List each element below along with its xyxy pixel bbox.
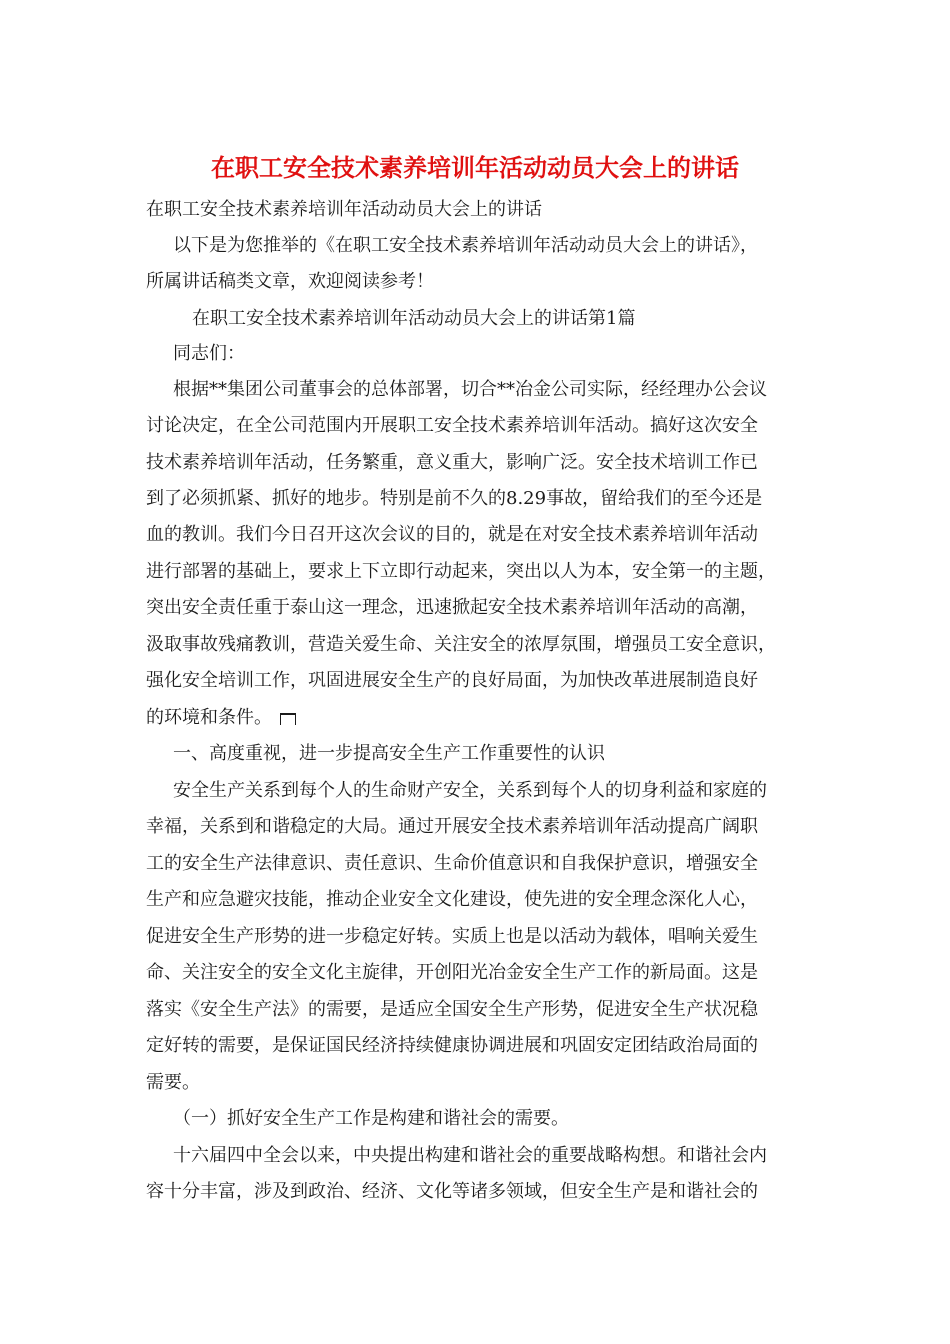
paragraph-line: 定好转的需要，是保证国民经济持续健康协调进展和巩固安定团结政治局面的 [146,1035,758,1056]
paragraph-line: 技术素养培训年活动，任务繁重，意义重大，影响广泛。安全技术培训工作已 [146,452,758,473]
paragraph-line-last [146,706,296,730]
paragraph-line: 促进安全生产形势的进一步稳定好转。实质上也是以活动为载体，唱响关爱生 [146,926,758,947]
paragraph-line: 命、关注安全的安全文化主旋律，开创阳光冶金安全生产工作的新局面。这是 [146,962,758,983]
paragraph-line: 血的教训。我们今日召开这次会议的目的，就是在对安全技术素养培训年活动 [146,524,758,545]
paragraph-line: 突出安全责任重于泰山这一理念，迅速掀起安全技术素养培训年活动的高潮， [146,597,758,618]
paragraph-line: 工的安全生产法律意识、责任意识、生命价值意识和自我保护意识，增强安全 [146,853,758,874]
paragraph-mark-icon [280,713,296,725]
paragraph-line: 容十分丰富，涉及到政治、经济、文化等诸多领域，但安全生产是和谐社会的 [146,1181,758,1202]
document-subtitle: 在职工安全技术素养培训年活动动员大会上的讲话 [146,199,542,220]
paragraph-line: 汲取事故残痛教训，营造关爱生命、关注安全的浓厚氛围，增强员工安全意识， [146,634,776,655]
paragraph-line: 讨论决定，在全公司范围内开展职工安全技术素养培训年活动。搞好这次安全 [146,415,758,436]
paragraph-line: 安全生产关系到每个人的生命财产安全，关系到每个人的切身利益和家庭的 [173,780,767,801]
paragraph-line-text: 的环境和条件。 [146,707,272,728]
paragraph-line: 进行部署的基础上，要求上下立即行动起来，突出以人为本，安全第一的主题， [146,561,776,582]
intro-line: 以下是为您推举的《在职工安全技术素养培训年活动动员大会上的讲话》， [173,235,758,256]
paragraph-line: 根据**集团公司董事会的总体部署，切合**冶金公司实际，经经理办公会议 [173,379,767,400]
subsection-heading: （一）抓好安全生产工作是构建和谐社会的需要。 [173,1108,569,1129]
section-heading: 一、高度重视，进一步提高安全生产工作重要性的认识 [173,743,605,764]
document-title: 在职工安全技术素养培训年活动动员大会上的讲话 [211,154,739,182]
paragraph-line: 落实《安全生产法》的需要，是适应全国安全生产形势，促进安全生产状况稳 [146,999,758,1020]
paragraph-line: 十六届四中全会以来，中央提出构建和谐社会的重要战略构想。和谐社会内 [173,1145,767,1166]
salutation: 同志们： [173,343,245,364]
paragraph-line: 到了必须抓紧、抓好的地步。特别是前不久的8.29事故，留给我们的至今还是 [146,488,763,509]
chapter-heading: 在职工安全技术素养培训年活动动员大会上的讲话第1篇 [192,308,636,329]
paragraph-line: 生产和应急避灾技能，推动企业安全文化建设，使先进的安全理念深化人心， [146,889,758,910]
paragraph-line: 需要。 [146,1072,200,1093]
paragraph-line: 幸福，关系到和谐稳定的大局。通过开展安全技术素养培训年活动提高广阔职 [146,816,758,837]
intro-line: 所属讲话稿类文章，欢迎阅读参考！ [146,271,434,292]
paragraph-line: 强化安全培训工作，巩固进展安全生产的良好局面，为加快改革进展制造良好 [146,670,758,691]
